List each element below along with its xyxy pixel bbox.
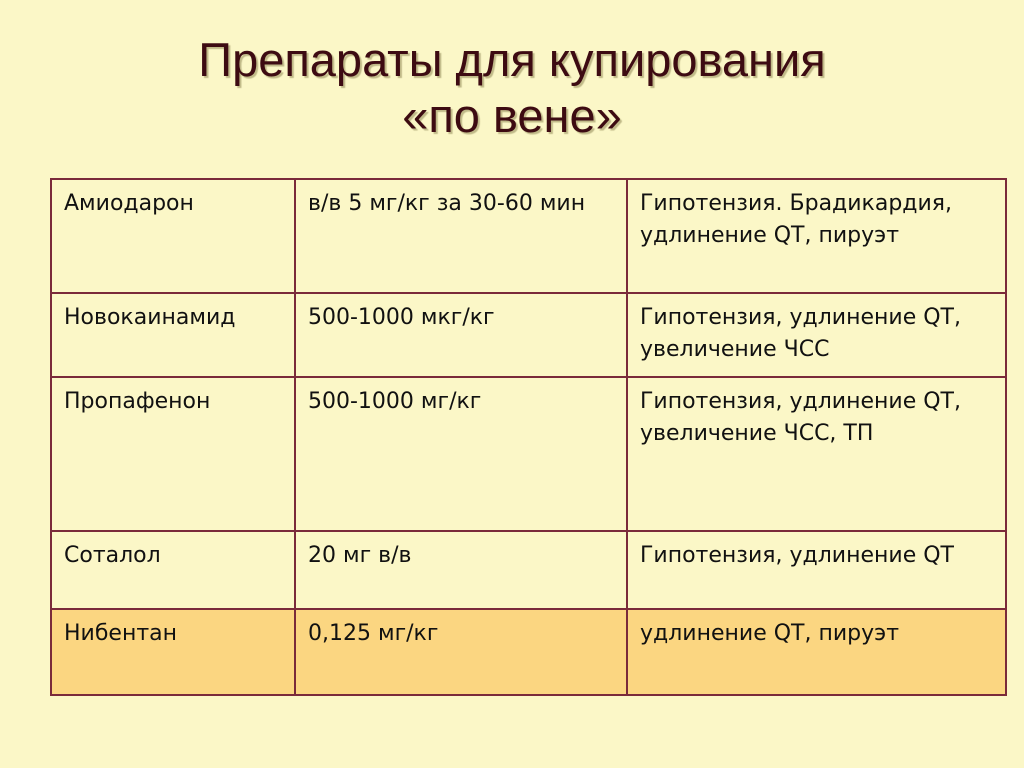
table-row xyxy=(51,531,1006,609)
drug-name-cell: Амиодарон xyxy=(51,179,295,293)
drugs-table xyxy=(50,178,1007,696)
slide-title xyxy=(0,32,1024,144)
table-row xyxy=(51,179,1006,293)
drug-name-cell: Пропафенон xyxy=(51,377,295,531)
side-effects-cell: удлинение QT, пируэт xyxy=(627,609,1006,695)
table-row xyxy=(51,377,1006,531)
dose-cell: 500-1000 мкг/кг xyxy=(295,293,627,377)
dose-cell: 20 мг в/в xyxy=(295,531,627,609)
side-effects-cell: Гипотензия, удлинение QT xyxy=(627,531,1006,609)
drug-name-cell: Соталол xyxy=(51,531,295,609)
table-row-highlighted xyxy=(51,609,1006,695)
drug-name-cell: Новокаинамид xyxy=(51,293,295,377)
slide-title-line-1: Препараты для купирования xyxy=(198,33,826,86)
side-effects-cell: Гипотензия, удлинение QT, увеличение ЧСС, ТП xyxy=(627,377,1006,531)
side-effects-cell: Гипотензия, удлинение QT, увеличение ЧСС xyxy=(627,293,1006,377)
table-row xyxy=(51,293,1006,377)
dose-cell: в/в 5 мг/кг за 30-60 мин xyxy=(295,179,627,293)
dose-cell: 500-1000 мг/кг xyxy=(295,377,627,531)
side-effects-cell: Гипотензия. Брадикардия, удлинение QT, пируэт xyxy=(627,179,1006,293)
drug-name-cell: Нибентан xyxy=(51,609,295,695)
dose-cell: 0,125 мг/кг xyxy=(295,609,627,695)
slide-title-line-2: «по вене» xyxy=(402,89,622,142)
